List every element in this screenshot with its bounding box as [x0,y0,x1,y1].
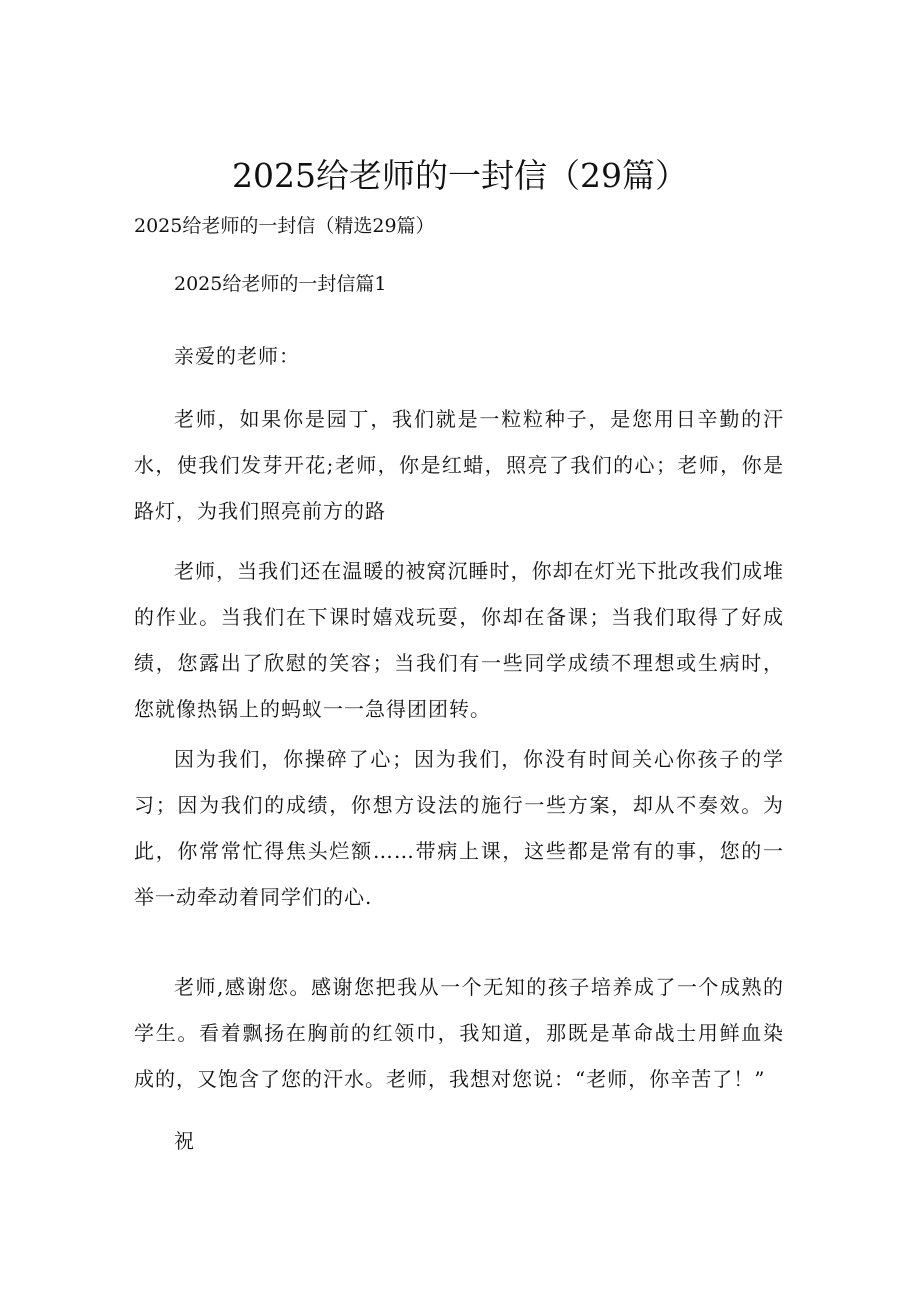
paragraph-3: 因为我们，你操碎了心；因为我们，你没有时间关心你孩子的学习；因为我们的成绩，你想方设法的施行一些方案，却从不奏效。为此，你常常忙得焦头烂额……带病上课，这些都是常有的事，您的一举一动牵动着同学们的心. [134,747,784,909]
document-subtitle: 2025给老师的一封信（精选29篇） [134,215,435,237]
salutation: 亲爱的老师： [174,344,300,368]
section-heading: 2025给老师的一封信篇1 [174,273,387,295]
paragraph-2: 老师，当我们还在温暖的被窝沉睡时，你却在灯光下批改我们成堆的作业。当我们在下课时嬉戏玩耍，你却在备课；当我们取得了好成绩，您露出了欣慰的笑容；当我们有一些同学成绩不理想或生病时，您就像热锅上的蚂蚁一一急得团团转。 [134,559,784,721]
paragraph-4: 老师,感谢您。感谢您把我从一个无知的孩子培养成了一个成熟的学生。看着飘扬在胸前的红领巾，我知道，那既是革命战士用鲜血染成的，又饱含了您的汗水。老师，我想对您说：“老师，你辛苦了！” [134,975,784,1091]
closing-line: 祝 [174,1129,195,1153]
paragraph-1: 老师，如果你是园丁，我们就是一粒粒种子，是您用日辛勤的汗水，使我们发芽开花;老师，你是红蜡，照亮了我们的心；老师，你是路灯，为我们照亮前方的路 [134,407,784,523]
document-title: 2025给老师的一封信（29篇） [232,156,688,195]
